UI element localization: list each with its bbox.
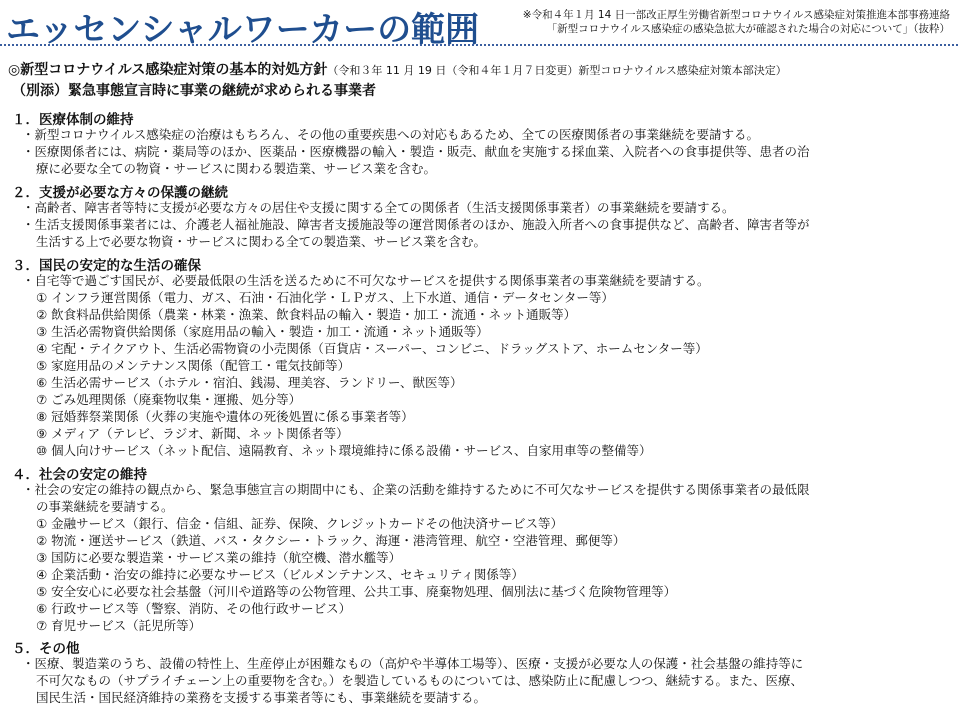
section-line: ・高齢者、障害者等特に支援が必要な方々の居住や支援に関する全ての関係者（生活支援関係事業者）の事業継続を要請する。 [22,200,735,215]
section-line: ・自宅等で過ごす国民が、必要最低限の生活を送るために不可欠なサービスを提供する関係事業者の事業継続を要請する。 [22,273,710,288]
section-line: の事業継続を要請する。 [36,499,174,514]
list-item: ③ 国防に必要な製造業・サービス業の維持（航空機、潜水艦等） [36,550,402,565]
list-item: ⑨ メディア（テレビ、ラジオ、新聞、ネット関係者等） [36,426,349,441]
section-line: ・社会の安定の維持の観点から、緊急事態宣言の期間中にも、企業の活動を維持するために不可欠なサービスを提供する関係事業者の最低限 [22,482,810,497]
section-line: 療に必要な全ての物資・サービスに関わる製造業、サービス業を含む。 [36,161,437,176]
section-line: ・医療関係者には、病院・薬局等のほか、医薬品・医療機器の輸入・製造・販売、献血を実施する採血業、入院者への食事提供等、患者の治 [22,144,810,159]
list-item: ⑥ 生活必需サービス（ホテル・宿泊、銭湯、理美容、ランドリー、獣医等） [36,375,463,390]
list-item: ⑦ ごみ処理関係（廃棄物収集・運搬、処分等） [36,392,302,407]
section-line: ・生活支援関係事業者には、介護老人福祉施設、障害者支援施設等の運営関係者のほか、施設入所者への食事提供など、高齢者、障害者等が [22,217,810,232]
source-line-2: 「新型コロナウイルス感染症の感染急拡大が確認された場合の対応について」（抜粋） [546,23,950,35]
source-line-1: ※令和４年１月 14 日一部改正厚生労働省新型コロナウイルス感染症対策推進本部事務連絡 [522,9,950,21]
section-line: ・新型コロナウイルス感染症の治療はもちろん、その他の重要疾患への対応もあるため、全ての医療関係者の事業継続を要請する。 [22,127,760,142]
list-item: ① 金融サービス（銀行、信金・信組、証券、保険、クレジットカードその他決済サービス等） [36,516,563,531]
list-item: ⑩ 個人向けサービス（ネット配信、遠隔教育、ネット環境維持に係る設備・サービス、自家用車等の整備等） [36,443,652,458]
section-heading: ４．社会の安定の維持 [12,467,147,483]
list-item: ② 物流・運送サービス（鉄道、バス・タクシー・トラック、海運・港湾管理、航空・空港管理、郵便等） [36,533,626,548]
list-item: ⑧ 冠婚葬祭業関係（火葬の実施や遺体の死後処置に係る事業者等） [36,409,414,424]
section-line: 不可欠なもの（サプライチェーン上の重要物を含む。）を製造しているものについては、感染防止に配慮しつつ、継続する。また、医療、 [36,673,804,688]
policy-heading-text: ◎新型コロナウイルス感染症対策の基本的対処方針 [8,62,328,78]
annex-subtitle: （別添）緊急事態宣言時に事業の継続が求められる事業者 [12,83,376,99]
section-heading: ３．国民の安定的な生活の確保 [12,258,201,274]
list-item: ① インフラ運営関係（電力、ガス、石油・石油化学・ＬＰガス、上下水道、通信・データセンター等） [36,290,614,305]
section-line: ・医療、製造業のうち、設備の特性上、生産停止が困難なもの（高炉や半導体工場等）、医療・支援が必要な人の保護・社会基盤の維持等に [22,656,804,671]
list-item: ⑦ 育児サービス（託児所等） [36,618,202,633]
list-item: ⑤ 安全安心に必要な社会基盤（河川や道路等の公物管理、公共工事、廃棄物処理、個別法に基づく危険物管理等） [36,584,677,599]
section-heading: ５．その他 [12,641,80,657]
list-item: ⑤ 家庭用品のメンテナンス関係（配管工・電気技師等） [36,358,351,373]
policy-note: （令和３年 11 月 19 日（令和４年１月７日変更）新型コロナウイルス感染症対策本部決定） [327,64,787,77]
section-heading: １．医療体制の維持 [12,112,134,128]
section-line: 生活する上で必要な物資・サービスに関わる全ての製造業、サービス業を含む。 [36,234,487,249]
list-item: ③ 生活必需物資供給関係（家庭用品の輸入・製造・加工・流通・ネット通販等） [36,324,489,339]
list-item: ② 飲食料品供給関係（農業・林業・漁業、飲食料品の輸入・製造・加工・流通・ネット通販等） [36,307,577,322]
list-item: ⑥ 行政サービス等（警察、消防、その他行政サービス） [36,601,352,616]
section-heading: ２．支援が必要な方々の保護の継続 [12,185,228,201]
list-item: ④ 宅配・テイクアウト、生活必需物資の小売関係（百貨店・スーパー、コンビニ、ドラッグストア、ホームセンター等） [36,341,708,356]
list-item: ④ 企業活動・治安の維持に必要なサービス（ビルメンテナンス、セキュリティ関係等） [36,567,524,582]
section-line: 国民生活・国民経済維持の業務を支援する事業者等にも、事業継続を要請する。 [36,690,487,705]
page-title: エッセンシャルワーカーの範囲 [6,10,480,50]
